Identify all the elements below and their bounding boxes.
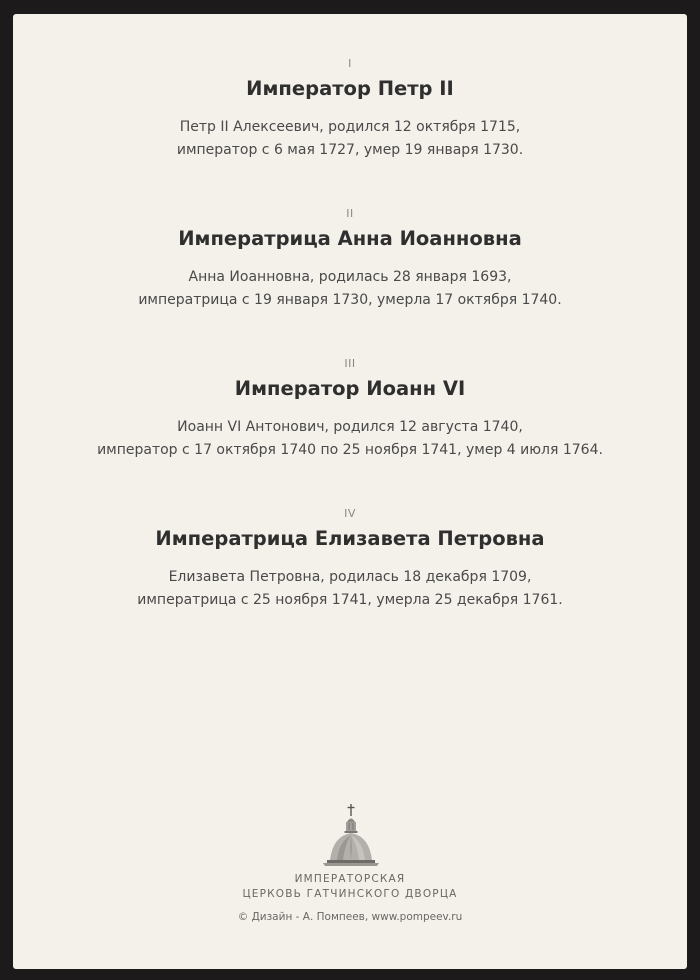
footer-credit: © Дизайн - А. Помпеев, www.pompeev.ru: [237, 911, 463, 923]
description-line: императрица с 25 ноября 1741, умерла 25 декабря 1761.: [137, 592, 563, 608]
description-line: Елизавета Петровна, родилась 18 декабря 1709,: [168, 569, 532, 585]
entry-peter-ii: [13, 56, 687, 162]
section-title: Император Иоанн VI: [234, 377, 466, 400]
section-title: Императрица Елизавета Петровна: [155, 527, 545, 550]
section-description: [13, 266, 687, 312]
section-description: [13, 116, 687, 162]
card: [13, 14, 687, 969]
footer: [13, 872, 687, 925]
section-numeral: I: [348, 57, 352, 70]
entry-ioann-vi: [13, 356, 687, 462]
description-line: Петр II Алексеевич, родился 12 октября 1715,: [179, 119, 521, 135]
description-line: Иоанн VI Антонович, родился 12 августа 1740,: [177, 419, 523, 435]
section-description: [13, 416, 687, 462]
section-numeral: IV: [344, 507, 356, 520]
description-line: императрица с 19 января 1730, умерла 17 октября 1740.: [138, 292, 562, 308]
entry-anna-ioannovna: [13, 206, 687, 312]
section-title: Император Петр II: [246, 77, 454, 100]
footer-line-1: ИМПЕРАТОРСКАЯ: [294, 873, 406, 885]
footer-line-2: ЦЕРКОВЬ ГАТЧИНСКОГО ДВОРЦА: [242, 888, 458, 900]
description-line: император с 17 октября 1740 по 25 ноября 1741, умер 4 июля 1764.: [97, 442, 603, 458]
description-line: император с 6 мая 1727, умер 19 января 1730.: [176, 142, 524, 158]
section-numeral: III: [344, 357, 356, 370]
section-title: Императрица Анна Иоанновна: [178, 227, 522, 250]
section-description: [13, 566, 687, 612]
entry-elizaveta-petrovna: [13, 506, 687, 612]
section-numeral: II: [346, 207, 354, 220]
church-dome-icon: [321, 802, 381, 868]
description-line: Анна Иоанновна, родилась 28 января 1693,: [188, 269, 512, 285]
